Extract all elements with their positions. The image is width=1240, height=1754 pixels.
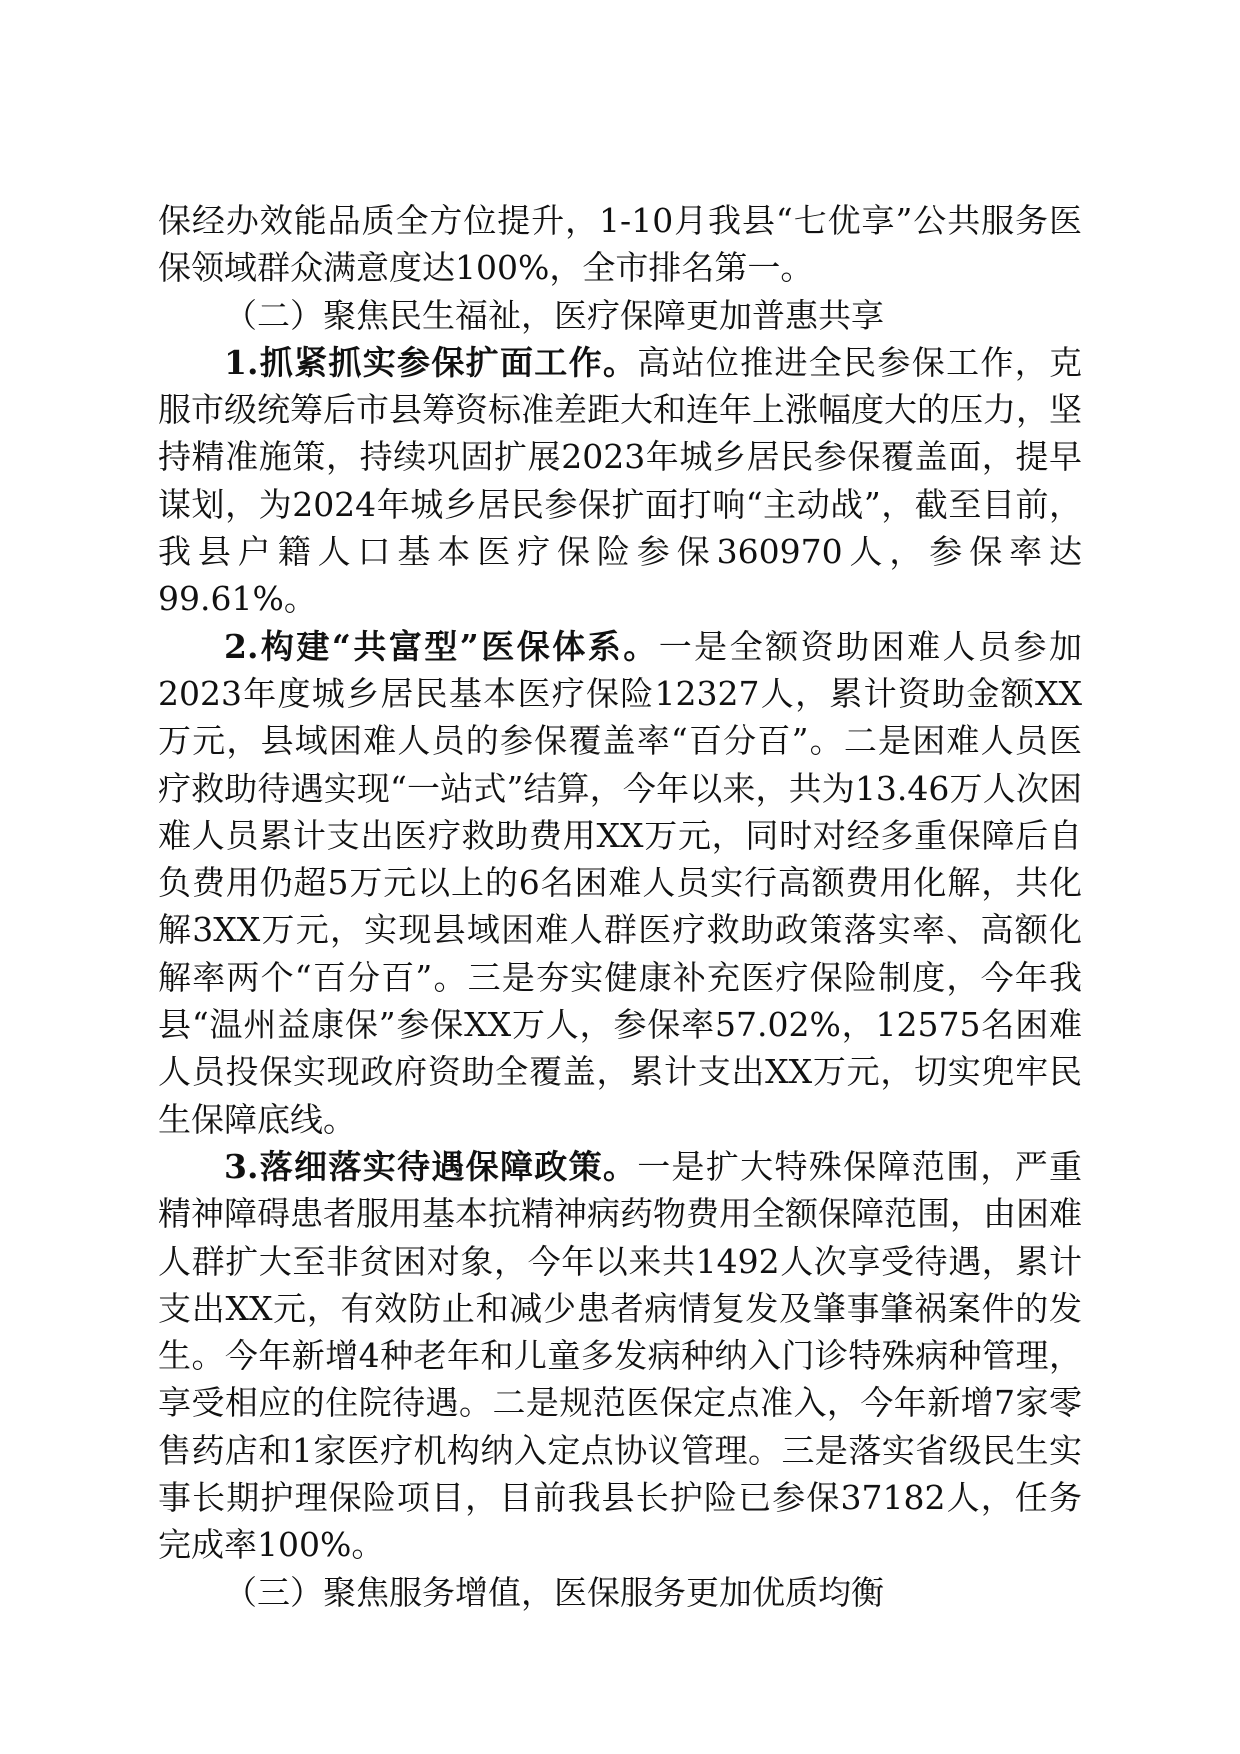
item-heading-3: 3.落细落实待遇保障政策。 <box>224 1146 638 1186</box>
document-page <box>158 197 1082 1616</box>
section-heading-3: （三）聚焦服务增值，医保服务更加优质均衡 <box>224 1572 884 1612</box>
item-body-3: 一是扩大特殊保障范围，严重精神障碍患者服用基本抗精神病药物费用全额保障范围，由困难人群扩大至非贫困对象，今年以来共1492人次享受待遇，累计支出XX元，有效防止和减少患者病情复发及肇事肇祸案件的发生。今年新增4种老年和儿童多发病种纳入门诊特殊病种管理，享受相应的住院待遇。二是规范医保定点准入，今年新增7家零售药店和1家医疗机构纳入定点协议管理。三是落实省级民生实事长期护理保险项目，目前我县长护险已参保37182人，任务完成率100%。 <box>158 1146 1083 1565</box>
item-paragraph-1 <box>158 339 1082 623</box>
item-paragraph-3 <box>158 1143 1082 1569</box>
item-heading-1: 1.抓紧抓实参保扩面工作。 <box>224 342 638 382</box>
paragraph-continuation: 保经办效能品质全方位提升，1-10月我县“七优享”公共服务医保领域群众满意度达100%，全市排名第一。 <box>158 201 1082 288</box>
item-paragraph-2 <box>158 623 1082 1143</box>
item-body-2: 一是全额资助困难人员参加2023年度城乡居民基本医疗保险12327人，累计资助金额XX万元，县域困难人员的参保覆盖率“百分百”。二是困难人员医疗救助待遇实现“一站式”结算，今年以来，共为13.46万人次困难人员累计支出医疗救助费用XX万元，同时对经多重保障后自负费用仍超5万元以上的6名困难人员实行高额费用化解，共化解3XX万元，实现县域困难人群医疗救助政策落实率、高额化解率两个“百分百”。三是夯实健康补充医疗保险制度，今年我县“温州益康保”参保XX万人，参保率57.02%，12575名困难人员投保实现政府资助全覆盖，累计支出XX万元，切实兜牢民生保障底线。 <box>158 626 1082 1139</box>
item-body-1: 高站位推进全民参保工作，克服市级统筹后市县筹资标准差距大和连年上涨幅度大的压力，坚持精准施策，持续巩固扩展2023年城乡居民参保覆盖面，提早谋划，为2024年城乡居民参保扩面打响“主动战”，截至目前，我县户籍人口基本医疗保险参保360970人，参保率达99.61%。 <box>158 342 1083 619</box>
section-heading-2: （二）聚焦民生福祉，医疗保障更加普惠共享 <box>224 295 884 335</box>
item-heading-2: 2.构建“共富型”医保体系。 <box>224 626 659 666</box>
